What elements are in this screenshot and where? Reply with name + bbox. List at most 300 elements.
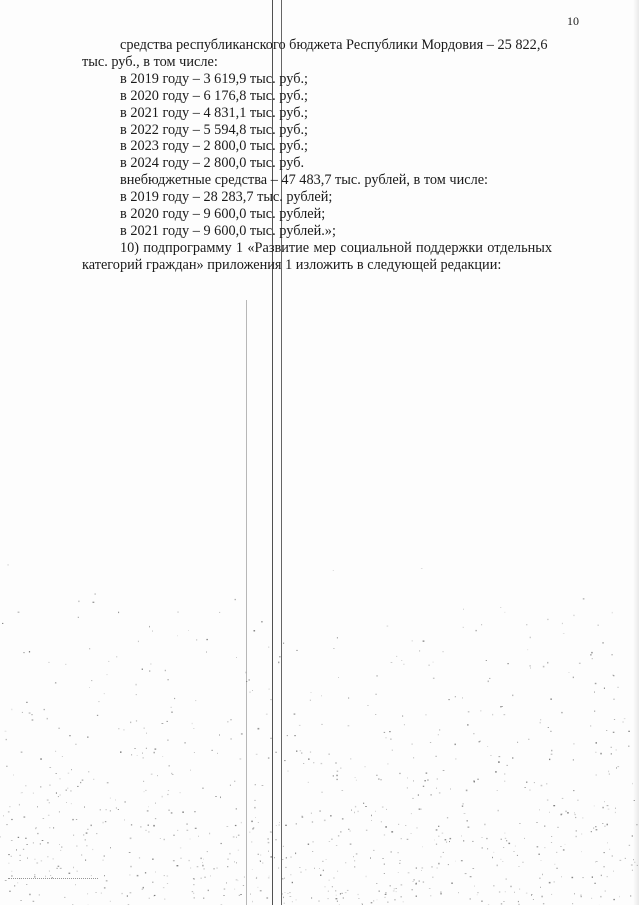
scan-speck (556, 868, 557, 869)
scan-speck (302, 816, 304, 818)
scan-speck (311, 692, 312, 693)
scan-artifact-line (246, 300, 247, 905)
scan-speck (557, 827, 558, 828)
scan-speck (95, 593, 96, 594)
scan-speck (393, 891, 395, 892)
scan-speck (402, 715, 403, 717)
scan-speck (69, 735, 71, 736)
scan-speck (78, 601, 79, 603)
scan-speck (542, 874, 543, 876)
scan-speck (373, 900, 374, 902)
scan-speck (9, 863, 10, 864)
scan-speck (105, 809, 107, 810)
scan-speck (439, 729, 440, 730)
scan-speck (331, 839, 333, 840)
scan-speck (536, 822, 538, 823)
scan-speck (143, 757, 144, 758)
scan-speck (71, 769, 72, 770)
scan-speck (479, 741, 480, 742)
scan-speck (429, 888, 431, 889)
scan-speck (462, 806, 463, 807)
scan-speck (484, 824, 485, 826)
scan-speck (596, 861, 597, 862)
scan-speck (490, 755, 491, 756)
scan-speck (154, 895, 155, 896)
scan-speck (229, 853, 231, 855)
scan-speck (22, 712, 23, 713)
scan-speck (466, 790, 468, 792)
scan-speck (49, 767, 51, 768)
scan-speck (313, 762, 314, 763)
scan-speck (269, 876, 270, 877)
scan-speck (33, 901, 35, 902)
scan-speck (581, 851, 582, 852)
scan-speck (110, 798, 111, 799)
scan-speck (203, 859, 204, 860)
scan-speck (238, 880, 239, 881)
scan-speck (56, 773, 57, 774)
scan-speck (597, 625, 599, 626)
scan-speck (501, 903, 502, 905)
scan-speck (561, 712, 562, 713)
scan-speck (377, 675, 378, 676)
scan-speck (468, 711, 470, 712)
scan-speck (501, 859, 502, 860)
scan-speck (172, 774, 173, 775)
scan-speck (173, 860, 175, 861)
scan-speck (13, 775, 14, 776)
scan-speck (253, 827, 254, 828)
scan-speck (118, 612, 119, 613)
scan-speck (25, 786, 26, 787)
scan-speck (152, 882, 153, 883)
scan-speck (190, 839, 191, 840)
scan-speck (518, 866, 520, 867)
scan-speck (602, 642, 604, 643)
scan-speck (308, 758, 310, 760)
scan-speck (442, 833, 444, 834)
scan-speck (590, 654, 592, 655)
scan-speck (18, 612, 20, 613)
scan-speck (609, 849, 610, 850)
scan-speck (257, 887, 258, 888)
scan-speck (89, 648, 90, 649)
scan-speck (378, 779, 379, 780)
scan-speck (240, 894, 242, 895)
scan-speck (465, 873, 467, 874)
scan-speck (8, 854, 10, 855)
extrabudget-heading: внебюджетные средства – 47 483,7 тыс. рублей, в том числе: (120, 172, 489, 189)
scan-speck (249, 679, 250, 680)
scan-speck (432, 866, 433, 867)
scan-speck (416, 883, 417, 885)
scan-speck (326, 859, 327, 860)
scan-speck (162, 723, 164, 724)
scan-speck (168, 790, 169, 791)
scan-speck (386, 809, 387, 810)
scan-speck (86, 832, 88, 833)
scan-speck (8, 811, 10, 813)
scan-speck (385, 826, 387, 828)
scan-speck (188, 630, 189, 631)
scan-speck (613, 675, 614, 676)
scan-speck (403, 664, 404, 665)
scan-speck (462, 698, 463, 699)
scan-speck (87, 829, 89, 830)
scan-speck (294, 735, 295, 736)
scan-speck (171, 773, 172, 774)
scan-speck (296, 650, 298, 651)
scan-speck (442, 651, 443, 652)
scan-speck (608, 771, 609, 773)
scan-speck (443, 852, 444, 853)
scan-speck (591, 831, 592, 832)
scan-speck (167, 740, 169, 741)
scan-speck (563, 633, 565, 634)
scan-speck (551, 842, 552, 843)
scan-speck (608, 809, 610, 810)
scan-speck (319, 900, 320, 902)
scan-speck (195, 828, 197, 829)
scan-speck (431, 794, 432, 795)
scan-speck (144, 791, 145, 792)
scan-speck (424, 780, 426, 781)
scan-speck (230, 719, 232, 720)
scan-speck (269, 689, 270, 690)
scan-speck (256, 877, 257, 879)
scan-speck (169, 765, 170, 766)
scan-speck (371, 902, 373, 903)
scan-speck (493, 852, 494, 853)
scan-speck (192, 891, 193, 892)
scan-speck (504, 715, 506, 716)
scan-speck (177, 865, 179, 866)
scan-speck (573, 677, 574, 679)
scan-speck (73, 867, 74, 869)
scan-speck (19, 804, 20, 806)
scan-speck (464, 813, 466, 814)
scan-speck (481, 624, 482, 625)
scan-speck (573, 790, 575, 791)
scan-speck (575, 814, 576, 815)
scan-speck (436, 844, 437, 845)
scan-speck (76, 744, 77, 745)
paragraph-line: средства республиканского бюджета Республики Мордовия – 25 822,6 (120, 37, 548, 53)
scan-speck (356, 854, 358, 855)
scan-speck (455, 696, 456, 697)
scan-speck (438, 836, 439, 837)
scan-speck (492, 714, 493, 716)
scan-speck (145, 872, 146, 873)
scan-speck (596, 829, 598, 830)
scan-speck (336, 895, 337, 896)
scan-speck (295, 853, 296, 855)
scan-speck (29, 894, 30, 896)
scan-speck (419, 809, 421, 810)
scan-speck (127, 895, 128, 897)
scan-speck (463, 627, 464, 628)
scan-speck (529, 739, 530, 740)
scan-speck (575, 817, 576, 818)
scan-speck (107, 782, 109, 783)
scan-speck (451, 883, 453, 884)
scan-speck (146, 733, 147, 734)
scan-speck (351, 810, 352, 811)
scan-speck (92, 849, 93, 850)
scan-speck (493, 886, 495, 887)
scan-speck (550, 731, 552, 732)
scan-speck (400, 896, 402, 898)
scan-speck (122, 893, 123, 894)
scan-speck (433, 678, 435, 679)
scan-speck (324, 820, 326, 822)
scan-speck (350, 831, 351, 832)
scan-speck (628, 731, 630, 732)
scan-speck (428, 779, 429, 781)
scan-speck (268, 647, 269, 648)
scan-speck (505, 612, 506, 613)
scan-speck (76, 819, 77, 820)
scan-speck (224, 888, 226, 889)
scan-speck (384, 873, 385, 874)
scan-speck (34, 874, 35, 875)
scan-speck (583, 877, 584, 878)
scan-speck (136, 720, 137, 721)
scan-speck (530, 637, 531, 639)
scan-speck (539, 878, 540, 879)
scan-speck (473, 733, 474, 734)
scan-speck (152, 859, 154, 860)
scan-speck (58, 728, 59, 729)
scan-speck (115, 800, 116, 801)
scan-speck (502, 861, 503, 862)
scan-speck (364, 766, 365, 767)
scan-speck (77, 871, 78, 873)
scan-speck (348, 697, 349, 699)
scan-speck (216, 868, 218, 869)
scan-speck (365, 806, 367, 807)
scan-speck (202, 865, 204, 867)
scan-speck (518, 901, 519, 902)
scan-speck (194, 897, 196, 898)
scan-speck (595, 752, 597, 753)
scan-speck (391, 851, 392, 853)
scan-speck (212, 750, 213, 751)
scan-speck (83, 834, 84, 835)
scan-speck (266, 897, 268, 898)
scan-speck (25, 838, 26, 839)
scan-speck (517, 742, 518, 743)
scan-speck (412, 744, 413, 745)
scan-speck (482, 848, 484, 849)
scan-speck (227, 826, 229, 827)
scan-speck (398, 824, 399, 825)
scan-speck (539, 809, 540, 810)
scan-speck (68, 788, 69, 790)
scan-speck (220, 797, 221, 799)
scan-speck (428, 665, 430, 666)
scan-speck (274, 857, 275, 858)
scan-speck (463, 609, 464, 610)
scan-speck (514, 892, 515, 893)
scan-speck (230, 785, 231, 786)
scan-speck (488, 681, 489, 683)
scan-speck (104, 855, 105, 857)
scan-speck (260, 890, 262, 891)
scan-speck (303, 763, 304, 764)
scan-speck (69, 873, 71, 874)
scan-speck (252, 690, 253, 691)
scan-speck (197, 866, 199, 867)
scan-speck (613, 899, 615, 900)
scan-speck (614, 719, 615, 720)
scan-speck (260, 855, 261, 856)
scan-speck (323, 870, 324, 871)
scan-speck (455, 758, 456, 759)
scan-speck (173, 835, 175, 836)
scan-speck (515, 846, 516, 847)
scan-speck (20, 855, 21, 856)
scan-speck (505, 838, 506, 839)
scan-speck (611, 747, 613, 748)
scan-speck (194, 811, 196, 812)
scan-speck (148, 825, 149, 826)
scan-speck (337, 779, 338, 780)
scan-speck (613, 699, 614, 700)
scan-speck (151, 774, 153, 775)
scan-speck (382, 858, 383, 859)
scan-speck (407, 787, 408, 788)
scan-speck (337, 637, 338, 639)
scan-speck (487, 848, 488, 849)
scan-speck (560, 846, 562, 847)
scan-speck (392, 750, 393, 751)
scan-speck (64, 897, 65, 898)
scan-speck (58, 796, 59, 797)
paragraph-line: тыс. руб., в том числе: (82, 53, 218, 70)
scan-speck (329, 754, 330, 755)
scan-speck (607, 824, 609, 826)
scan-speck (505, 833, 506, 834)
scan-speck (411, 833, 412, 834)
scan-speck (72, 819, 74, 820)
scan-speck (583, 598, 585, 599)
scan-speck (467, 724, 469, 725)
scan-speck (528, 649, 529, 650)
scan-speck (5, 880, 7, 881)
scan-speck (433, 662, 434, 663)
scan-speck (299, 867, 300, 868)
scan-speck (579, 663, 581, 664)
scan-speck (387, 626, 389, 627)
scan-speck (413, 798, 414, 799)
scan-speck (11, 875, 12, 877)
scan-speck (401, 838, 402, 839)
scan-speck (202, 862, 203, 863)
scan-speck (167, 876, 169, 877)
scan-speck (423, 882, 424, 883)
scan-speck (336, 898, 338, 899)
scan-speck (141, 826, 142, 828)
scan-speck (602, 823, 603, 824)
scan-speck (296, 823, 297, 824)
scan-speck (358, 811, 359, 812)
scan-speck (413, 881, 414, 882)
scan-speck (415, 883, 417, 884)
scan-speck (96, 833, 97, 834)
scan-speck (362, 903, 363, 904)
scan-speck (541, 896, 542, 898)
scan-speck (472, 841, 473, 842)
scan-speck (337, 871, 338, 872)
scan-speck (284, 878, 285, 880)
scan-speck (11, 856, 12, 857)
scan-speck (278, 867, 279, 869)
scan-speck (58, 866, 60, 867)
scan-speck (498, 761, 500, 763)
scan-speck (358, 898, 359, 899)
scan-speck (136, 684, 137, 686)
scan-speck (312, 851, 313, 852)
scan-speck (612, 612, 613, 614)
scan-speck (148, 806, 149, 807)
scan-speck (436, 829, 438, 830)
scan-speck (310, 752, 311, 753)
scan-speck (371, 815, 372, 817)
scan-speck (236, 808, 237, 809)
scan-speck (251, 841, 252, 842)
scan-speck (103, 822, 104, 824)
scan-speck (595, 826, 596, 827)
scan-speck (16, 849, 17, 850)
scan-speck (350, 844, 352, 845)
scan-speck (347, 890, 349, 891)
scan-speck (226, 882, 227, 884)
scan-speck (458, 892, 459, 893)
scan-speck (21, 900, 22, 901)
scan-speck (487, 746, 488, 747)
scan-speck (190, 770, 191, 771)
scan-speck (607, 877, 609, 878)
scan-speck (333, 877, 334, 879)
scan-speck (354, 860, 355, 861)
scan-speck (529, 665, 531, 666)
scan-speck (43, 818, 45, 819)
scan-speck (171, 812, 173, 813)
scan-speck (591, 898, 592, 899)
scan-speck (241, 733, 243, 734)
scan-speck (60, 778, 61, 779)
scan-speck (155, 749, 157, 750)
scan-speck (310, 700, 311, 701)
scan-speck (203, 868, 205, 869)
scan-speck (104, 693, 105, 694)
scan-speck (549, 812, 550, 813)
scan-speck (338, 677, 339, 678)
scan-speck (595, 861, 596, 862)
scan-speck (321, 763, 323, 764)
scan-speck (130, 866, 131, 868)
scan-speck (299, 725, 301, 726)
scan-speck (147, 810, 149, 811)
scan-speck (296, 751, 297, 752)
scan-speck (404, 724, 405, 725)
scan-speck (18, 837, 19, 838)
scan-speck (285, 825, 287, 826)
scan-speck (373, 850, 374, 851)
scan-speck (91, 875, 92, 876)
scan-speck (164, 875, 165, 876)
